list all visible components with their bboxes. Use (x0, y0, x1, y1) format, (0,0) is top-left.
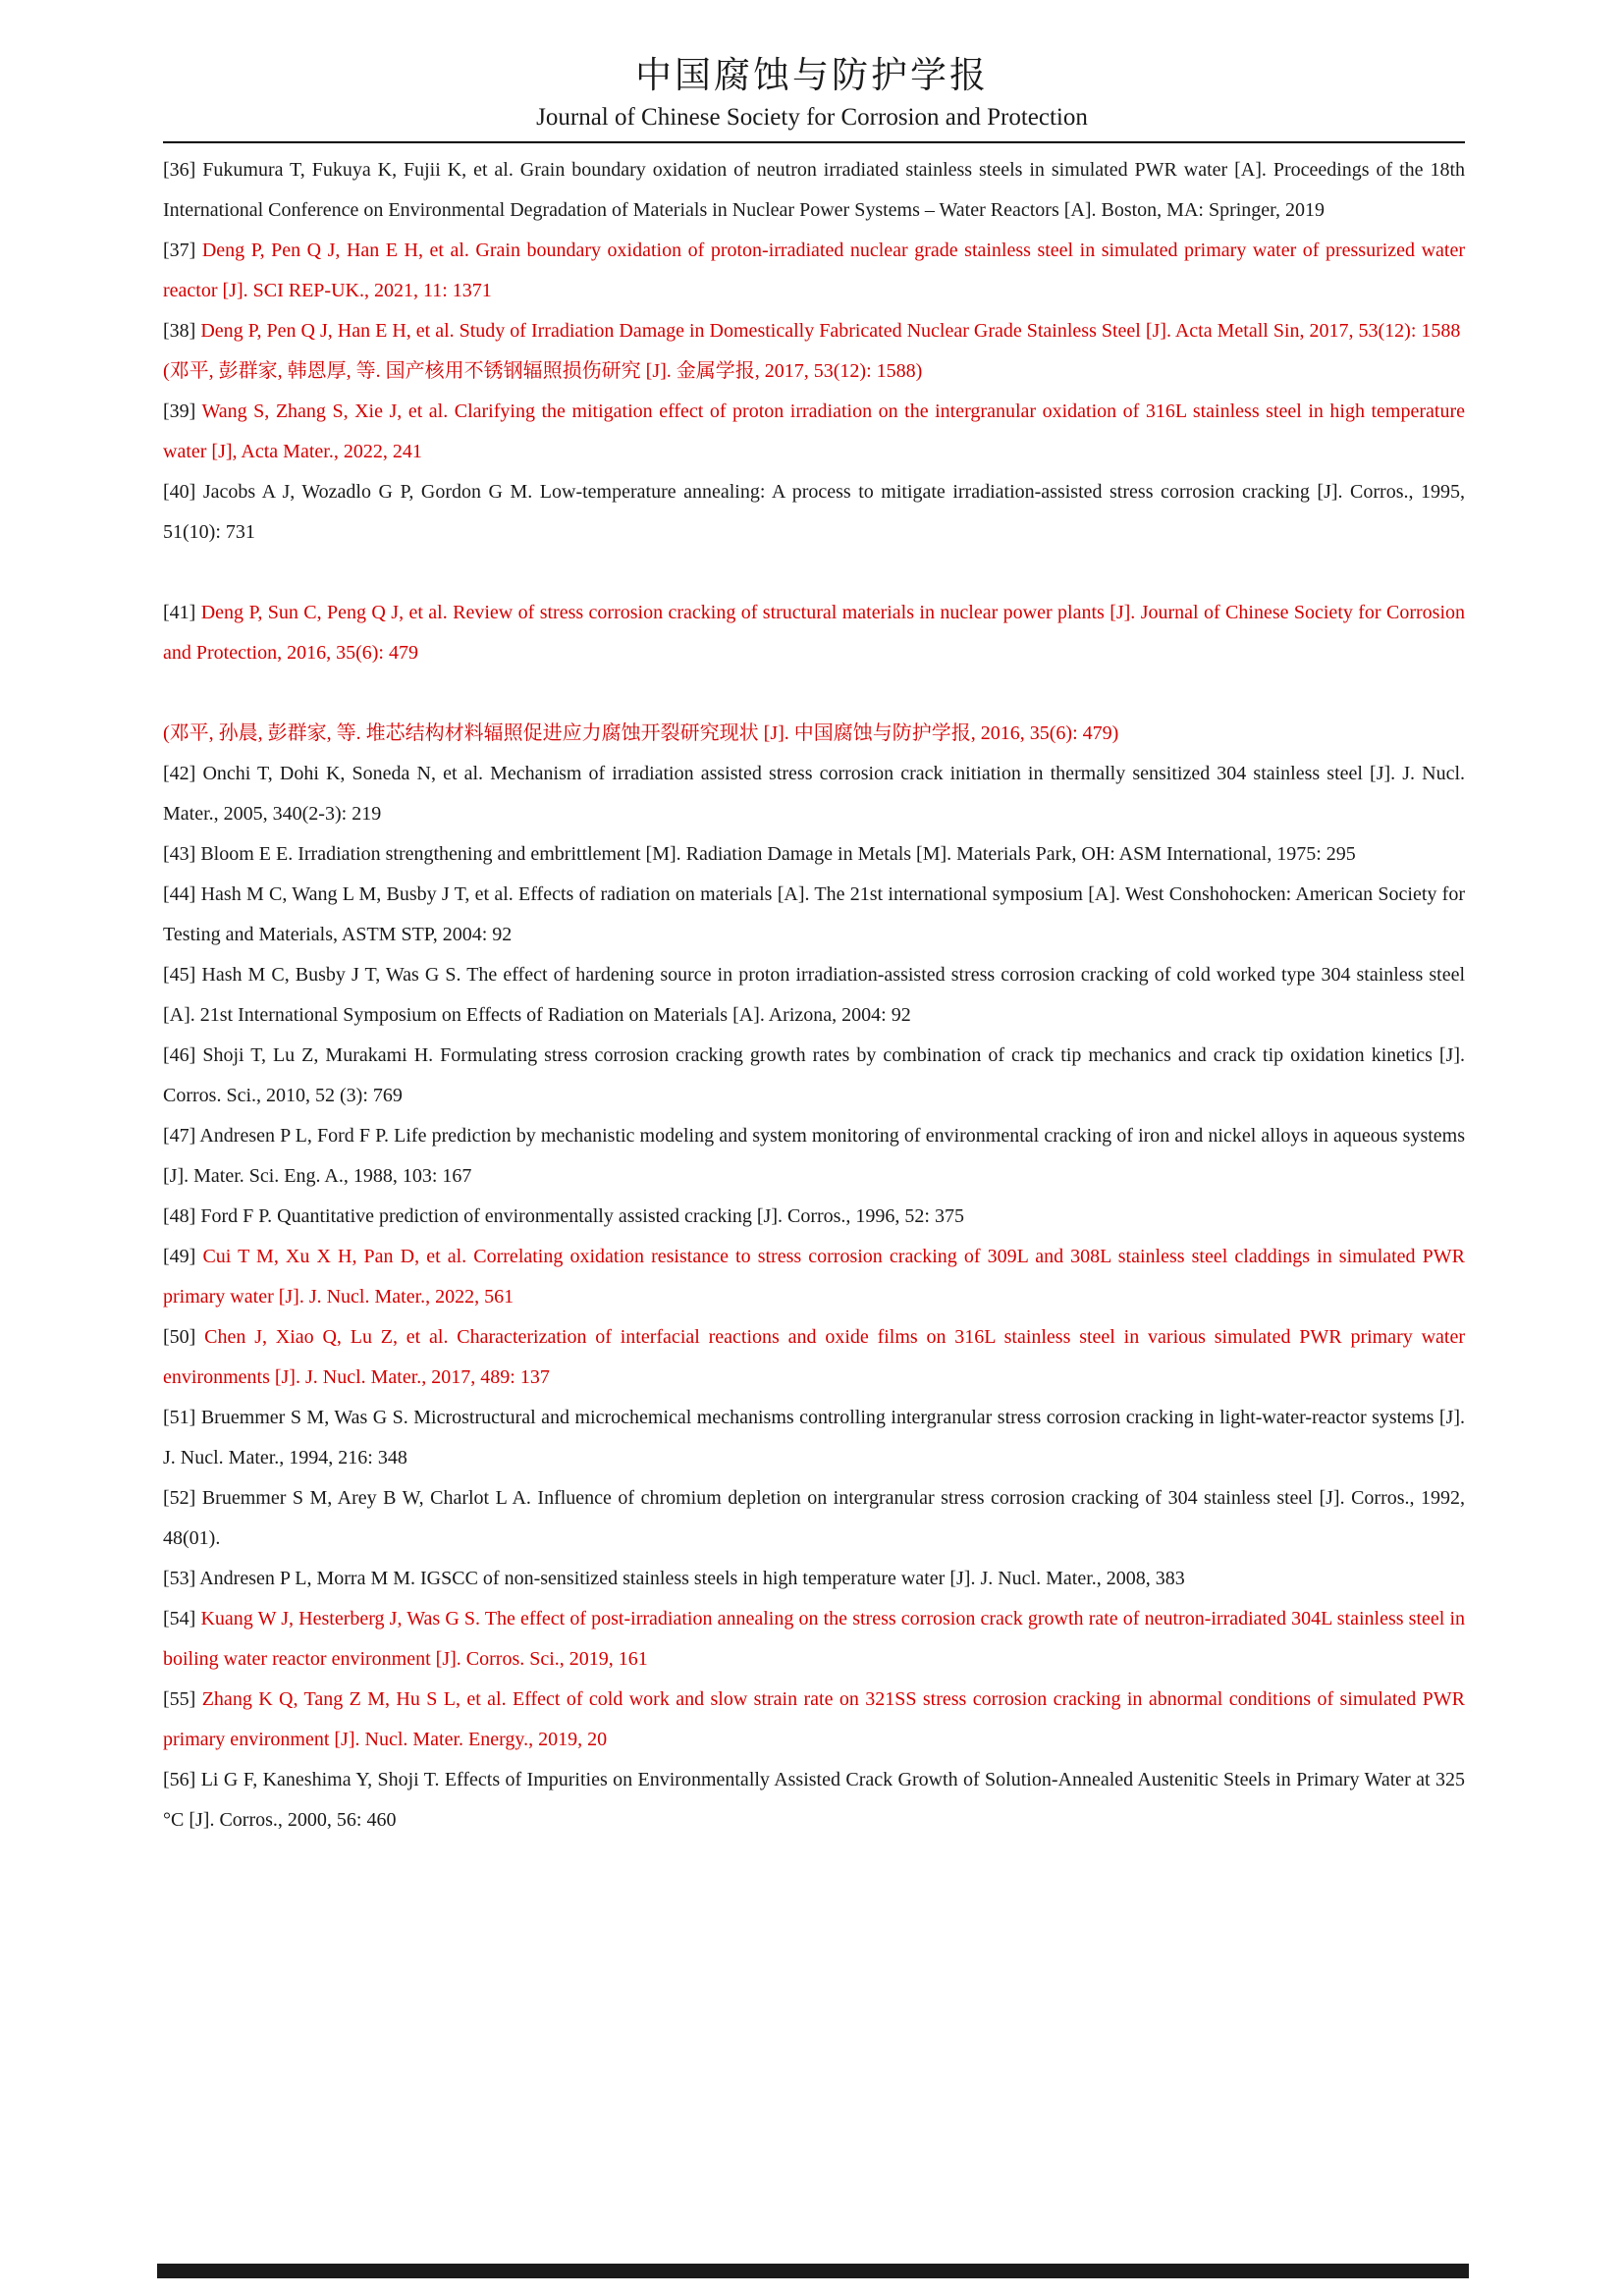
reference-text: Cui T M, Xu X H, Pan D, et al. Correlating oxidation resistance to stress corrosion cracking of 309L and 308L stainless steel claddings in simulated PWR primary water [J]. J. Nucl. Mater., 2022, 561 (163, 1246, 1465, 1308)
reference-label: [46] (163, 1044, 196, 1066)
reference-label: [42] (163, 763, 196, 784)
reference-text: Hash M C, Wang L M, Busby J T, et al. Effects of radiation on materials [A]. The 21st international symposium [A]. West Conshohocken: American Society for Testing and Materials, ASTM STP, 2004: 92 (163, 883, 1466, 945)
reference-label: [48] (163, 1205, 196, 1227)
reference-text: Shoji T, Lu Z, Murakami H. Formulating stress corrosion cracking growth rates by combination of crack tip mechanics and crack tip oxidation kinetics [J]. Corros. Sci., 2010, 52 (3): 769 (163, 1044, 1466, 1106)
reference-item (163, 1036, 1465, 1116)
reference-text: Deng P, Sun C, Peng Q J, et al. Review of stress corrosion cracking of structural materials in nuclear power plants [J]. Journal of Chinese Society for Corrosion and Protection, 2016, 35(6): 479 (163, 602, 1465, 664)
reference-label: [55] (163, 1688, 196, 1710)
reference-text: Bruemmer S M, Was G S. Microstructural and microchemical mechanisms controlling intergranular stress corrosion cracking in light-water-reactor systems [J]. J. Nucl. Mater., 1994, 216: 348 (163, 1407, 1466, 1468)
reference-text: Bruemmer S M, Arey B W, Charlot L A. Influence of chromium depletion on intergranular stress corrosion cracking of 304 stainless steel [J]. Corros., 1992, 48(01). (163, 1487, 1466, 1549)
reference-text: Bloom E E. Irradiation strengthening and embrittlement [M]. Radiation Damage in Metals [M]. Materials Park, OH: ASM International, 1975: 295 (200, 843, 1356, 865)
reference-item (163, 593, 1465, 673)
reference-text: Deng P, Pen Q J, Han E H, et al. Study of Irradiation Damage in Domestically Fabricated Nuclear Grade Stainless Steel [J]. Acta Metall Sin, 2017, 53(12): 1588 (200, 320, 1461, 342)
reference-label: [36] (163, 159, 196, 181)
reference-text: Onchi T, Dohi K, Soneda N, et al. Mechanism of irradiation assisted stress corrosion crack initiation in thermally sensitized 304 stainless steel [J]. J. Nucl. Mater., 2005, 340(2-3): 219 (163, 763, 1466, 825)
references-list (163, 150, 1465, 1841)
reference-text: Zhang K Q, Tang Z M, Hu S L, et al. Effect of cold work and slow strain rate on 321SS stress corrosion cracking in abnormal conditions of simulated PWR primary environment [J]. Nucl. Mater. Energy., 2019, 20 (163, 1688, 1465, 1750)
reference-item (163, 1237, 1465, 1317)
reference-text: Jacobs A J, Wozadlo G P, Gordon G M. Low-temperature annealing: A process to mitigate irradiation-assisted stress corrosion cracking [J]. Corros., 1995, 51(10): 731 (163, 481, 1466, 543)
reference-label: [39] (163, 400, 196, 422)
reference-text: Li G F, Kaneshima Y, Shoji T. Effects of Impurities on Environmentally Assisted Crack Growth of Solution-Annealed Austenitic Steels in Primary Water at 325 °C [J]. Corros., 2000, 56: 460 (163, 1769, 1465, 1831)
reference-item (163, 754, 1465, 834)
header-divider (163, 141, 1465, 143)
reference-text: Wang S, Zhang S, Xie J, et al. Clarifying the mitigation effect of proton irradiation on the intergranular oxidation of 316L stainless steel in high temperature water [J], Acta Mater., 2022, 241 (163, 400, 1465, 462)
reference-label: [50] (163, 1326, 196, 1348)
reference-text: (邓平, 彭群家, 韩恩厚, 等. 国产核用不锈钢辐照损伤研究 [J]. 金属学报, 2017, 53(12): 1588) (163, 360, 923, 382)
reference-label: [43] (163, 843, 196, 865)
reference-text: Kuang W J, Hesterberg J, Was G S. The effect of post-irradiation annealing on the stress corrosion crack growth rate of neutron-irradiated 304L stainless steel in boiling water reactor environment [J]. Corros. Sci., 2019, 161 (163, 1608, 1466, 1670)
reference-item (163, 875, 1465, 955)
journal-title-chinese: 中国腐蚀与防护学报 (635, 56, 989, 96)
reference-item (163, 955, 1465, 1036)
reference-item (163, 1398, 1465, 1478)
reference-label: [52] (163, 1487, 196, 1509)
reference-item (163, 1559, 1465, 1599)
page-header (0, 0, 1624, 143)
reference-label: [47] (163, 1125, 196, 1147)
reference-item (163, 714, 1465, 754)
reference-item (163, 1680, 1465, 1760)
reference-text: Ford F P. Quantitative prediction of environmentally assisted cracking [J]. Corros., 1996, 52: 375 (200, 1205, 964, 1227)
reference-label: [54] (163, 1608, 196, 1629)
reference-label: [41] (163, 602, 196, 623)
reference-text: (邓平, 孙晨, 彭群家, 等. 堆芯结构材料辐照促进应力腐蚀开裂研究现状 [J]. 中国腐蚀与防护学报, 2016, 35(6): 479) (163, 722, 1119, 744)
reference-text: Andresen P L, Ford F P. Life prediction by mechanistic modeling and system monitoring of environmental cracking of iron and nickel alloys in aqueous systems [J]. Mater. Sci. Eng. A., 1988, 103: 167 (163, 1125, 1465, 1187)
reference-item (163, 351, 1465, 392)
reference-label: [56] (163, 1769, 196, 1790)
reference-item (163, 1317, 1465, 1398)
reference-text: Deng P, Pen Q J, Han E H, et al. Grain boundary oxidation of proton-irradiated nuclear grade stainless steel in simulated primary water of pressurized water reactor [J]. SCI REP-UK., 2021, 11: 1371 (163, 240, 1465, 301)
reference-item (163, 1599, 1465, 1680)
reference-item (163, 392, 1465, 472)
reference-text: Hash M C, Busby J T, Was G S. The effect of hardening source in proton irradiation-assisted stress corrosion cracking of cold worked type 304 stainless steel [A]. 21st International Symposium on Effects of Radiation on Materials [A]. Arizona, 2004: 92 (163, 964, 1466, 1026)
reference-item (163, 1478, 1465, 1559)
reference-label: [45] (163, 964, 196, 986)
reference-label: [53] (163, 1568, 196, 1589)
reference-label: [51] (163, 1407, 196, 1428)
reference-text: Chen J, Xiao Q, Lu Z, et al. Characterization of interfacial reactions and oxide films on 316L stainless steel in various simulated PWR primary water environments [J]. J. Nucl. Mater., 2017, 489: 137 (163, 1326, 1466, 1388)
reference-item (163, 231, 1465, 311)
reference-text: Fukumura T, Fukuya K, Fujii K, et al. Grain boundary oxidation of neutron irradiated stainless steels in simulated PWR water [A]. Proceedings of the 18th International Conference on Environmental Degradation of Materials in Nuclear Power Systems – Water Reactors [A]. Boston, MA: Springer, 2019 (163, 159, 1466, 221)
reference-item (163, 311, 1465, 351)
reference-item (163, 150, 1465, 231)
reference-item (163, 472, 1465, 553)
reference-label: [44] (163, 883, 196, 905)
reference-item (163, 1116, 1465, 1197)
reference-label: [49] (163, 1246, 196, 1267)
page-bottom-bar (157, 2264, 1469, 2278)
journal-title-english: Journal of Chinese Society for Corrosion and Protection (536, 104, 1088, 131)
reference-item (163, 834, 1465, 875)
reference-item (163, 1760, 1465, 1841)
reference-label: [38] (163, 320, 196, 342)
reference-text: Andresen P L, Morra M M. IGSCC of non-sensitized stainless steels in high temperature water [J]. J. Nucl. Mater., 2008, 383 (199, 1568, 1185, 1589)
reference-label: [40] (163, 481, 196, 503)
reference-label: [37] (163, 240, 196, 261)
reference-item (163, 1197, 1465, 1237)
